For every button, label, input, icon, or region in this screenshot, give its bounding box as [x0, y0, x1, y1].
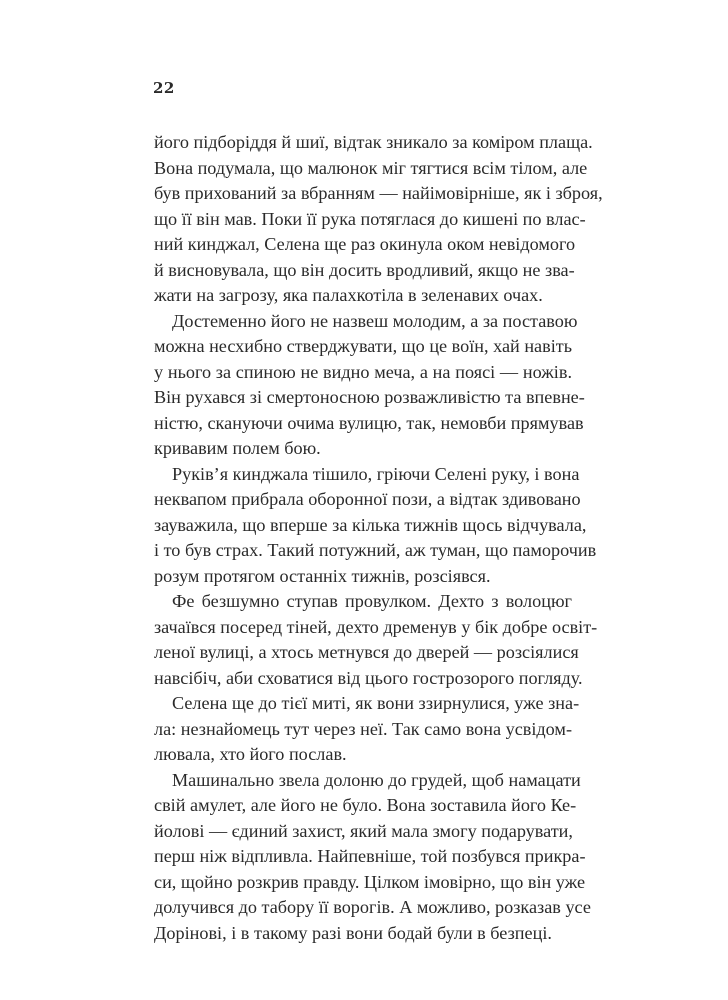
text-line: жати на загрозу, яка палахкотіла в зеленавих очах. [154, 285, 543, 305]
text-line: ністю, скануючи очима вулицю, так, немовби прямував [154, 412, 584, 433]
page-number: 22 [153, 79, 175, 97]
text-line: зауважила, що вперше за кілька тижнів щось відчувала, [154, 514, 587, 535]
text-line: перш ніж відпливла. Найпевніше, той позбувся прикра- [154, 846, 586, 866]
text-line: йолові — єдиний захист, який мала змогу подарувати, [154, 820, 573, 841]
text-line: що її він мав. Поки її рука потяглася до кишені по влас- [154, 208, 586, 229]
paragraph [154, 691, 580, 768]
text-line: неквапом прибрала оборонної пози, а відтак здивовано [154, 489, 581, 509]
text-line: можна несхибно стверджувати, що це воїн, хай навіть [154, 336, 573, 356]
text-line: був прихований за вбранням — найімовірніше, як і зброя, [154, 183, 603, 203]
text-line: Фе безшумно ступав провулком. Дехто з волоцюг [172, 591, 572, 611]
body-text [154, 130, 603, 946]
text-line: долучився до табору її ворогів. А можливо, розказав усе [154, 897, 591, 917]
text-line: і то був страх. Такий потужний, аж туман, що паморочив [154, 540, 597, 560]
paragraph [154, 130, 603, 309]
paragraph [154, 309, 585, 462]
text-line: його підборіддя й шиї, відтак зникало за коміром плаща. [154, 132, 593, 152]
text-line: у нього за спиною не видно меча, а на поясі — ножів. [154, 361, 572, 382]
paragraph [154, 462, 597, 590]
text-line: Руків’я кинджала тішило, гріючи Селені руку, і вона [172, 463, 580, 484]
text-line: й висновувала, що він досить вродливий, якщо не зва- [154, 259, 575, 280]
text-line: ний кинджал, Селена ще раз окинула оком невідомого [154, 234, 576, 254]
text-line: ла: незнайомець тут через неї. Так само вона усвідом- [154, 718, 572, 739]
text-line: лювала, хто його послав. [154, 744, 347, 764]
text-line: Доріновi, і в такому разі вони бодай були в безпеці. [154, 922, 552, 943]
text-line: Машинально звела долоню до грудей, щоб намацати [172, 769, 581, 790]
text-line: Достеменно його не назвеш молодим, а за поставою [172, 310, 578, 331]
text-line: Вона подумала, що малюнок міг тягтися всім тілом, але [154, 157, 588, 178]
text-line: зачаївся посеред тіней, дехто дременув у бік добре освіт- [154, 616, 598, 637]
text-line: свій амулет, але його не було. Вона зоставила його Ке- [154, 795, 577, 815]
text-line: навсібіч, аби сховатися від цього гострозорого погляду. [154, 667, 583, 688]
text-line: Селена ще до тієї миті, як вони ззирнулися, уже зна- [172, 693, 580, 713]
text-line: розум протягом останніх тижнів, розсіявся. [154, 565, 491, 586]
text-line: леної вулиці, а хтось метнувся до дверей — розсіялися [154, 642, 579, 662]
text-line: си, щойно розкрив правду. Цілком імовірно, що він уже [154, 871, 586, 892]
paragraph [154, 589, 598, 691]
text-line: кривавим полем бою. [154, 438, 321, 458]
text-line: Він рухався зі смертоносною розважливістю та впевне- [154, 387, 585, 407]
paragraph [154, 768, 591, 947]
